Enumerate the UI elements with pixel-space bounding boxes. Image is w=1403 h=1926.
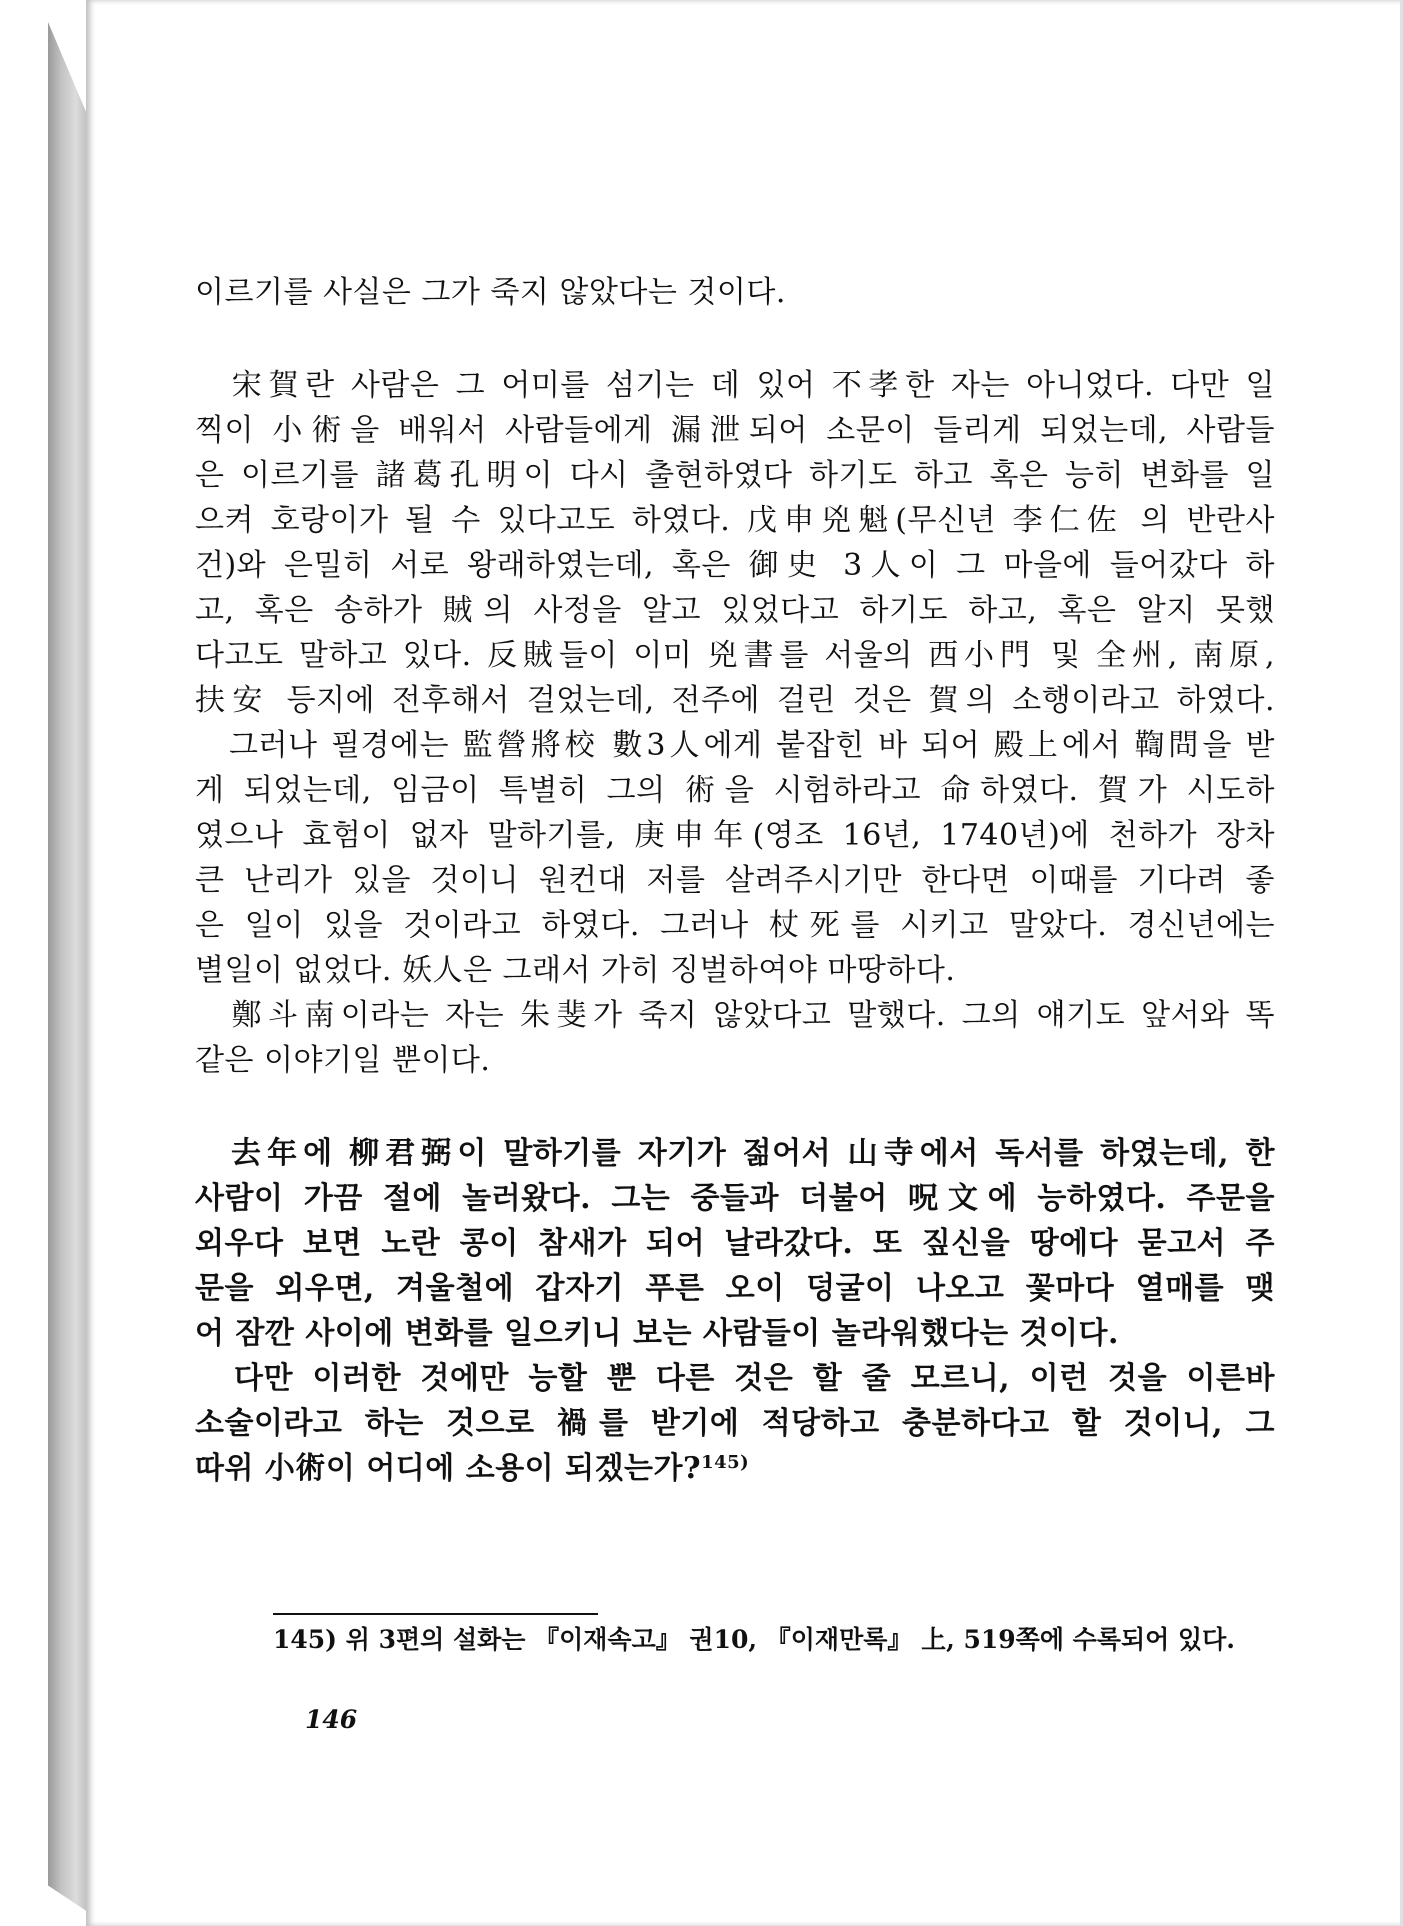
text-line: 鄭斗南이라는 자는 朱斐가 죽지 않았다고 말했다. 그의 얘기도 앞서와 똑 [195, 998, 1275, 1033]
text-line: 은 이르기를 諸葛孔明이 다시 출현하였다 하기도 하고 혹은 능히 변화를 일 [195, 458, 1275, 493]
text-line: 이르기를 사실은 그가 죽지 않았다는 것이다. [195, 275, 786, 310]
text-line: 소술이라고 하는 것으로 禍를 받기에 적당하고 충분하다고 할 것이니, 그 [195, 1406, 1275, 1441]
text-line: 였으나 효험이 없자 말하기를, 庚申年(영조 16년, 1740년)에 천하가 장차 [195, 818, 1275, 853]
paragraph [195, 1131, 1275, 1491]
paragraph [195, 363, 1275, 1083]
text-line: 으켜 호랑이가 될 수 있다고도 하였다. 戊申兇魁(무신년 李仁佐 의 반란사 [195, 503, 1275, 538]
text-line: 외우다 보면 노란 콩이 참새가 되어 날라갔다. 또 짚신을 땅에다 묻고서 주 [195, 1226, 1275, 1261]
text-line: 扶安 등지에 전후해서 걸었는데, 전주에 걸린 것은 賀의 소행이라고 하였다. [195, 683, 1275, 718]
text-line-content: 따위 小術이 어디에 소용이 되겠는가? [195, 1451, 702, 1486]
text-line: 다만 이러한 것에만 능할 뿐 다른 것은 할 줄 모르니, 이런 것을 이른바 [195, 1361, 1275, 1396]
book-spine [48, 22, 88, 1912]
text-line: 사람이 가끔 절에 놀러왔다. 그는 중들과 더불어 呪文에 능하였다. 주문을 [195, 1181, 1275, 1216]
paragraph-gap [195, 1083, 1275, 1131]
text-line: 去年에 柳君弼이 말하기를 자기가 젊어서 山寺에서 독서를 하였는데, 한 [195, 1136, 1275, 1171]
text-line: 찍이 小術을 배워서 사람들에게 漏泄되어 소문이 들리게 되었는데, 사람들 [195, 413, 1275, 448]
text-line: 고, 혹은 송하가 賊의 사정을 알고 있었다고 하기도 하고, 혹은 알지 못했 [195, 593, 1275, 628]
footnote: 145) 위 3편의 설화는 『이재속고』 권10, 『이재만록』 上, 519쪽에 수록되어 있다. [273, 1625, 1235, 1654]
text-line: 宋賀란 사람은 그 어미를 섬기는 데 있어 不孝한 자는 아니었다. 다만 일 [195, 368, 1275, 403]
text-line: 건)와 은밀히 서로 왕래하였는데, 혹은 御史 3人이 그 마을에 들어갔다 하 [195, 548, 1275, 583]
text-line: 큰 난리가 있을 것이니 원컨대 저를 살려주시기만 한다면 이때를 기다려 좋 [195, 863, 1275, 898]
paragraph-gap [195, 315, 1275, 363]
text-line: 그러나 필경에는 監營將校 數3人에게 붙잡힌 바 되어 殿上에서 鞫問을 받 [195, 728, 1275, 763]
text-line: 문을 외우면, 겨울철에 갑자기 푸른 오이 덩굴이 나오고 꽃마다 열매를 맺 [195, 1271, 1275, 1306]
text-line: 다고도 말하고 있다. 反賊들이 이미 兇書를 서울의 西小門 및 全州, 南原, [195, 638, 1275, 673]
text-line: 같은 이야기일 뿐이다. [195, 1043, 491, 1078]
paragraph [195, 270, 1275, 315]
footnote-reference[interactable]: 145) [701, 1452, 750, 1473]
footnote-rule [273, 1613, 598, 1615]
text-line: 어 잠깐 사이에 변화를 일으키니 보는 사람들이 놀라워했다는 것이다. [195, 1316, 1119, 1351]
body-text [195, 270, 1275, 1491]
page-number: 146 [305, 1705, 358, 1734]
text-line: 은 일이 있을 것이라고 하였다. 그러나 杖死를 시키고 말았다. 경신년에는 [195, 908, 1275, 943]
text-line: 별일이 없었다. 妖人은 그래서 가히 징벌하여야 마땅하다. [195, 953, 956, 988]
text-line: 게 되었는데, 임금이 특별히 그의 術을 시험하라고 命하였다. 賀가 시도하 [195, 773, 1275, 808]
text-line [195, 1446, 1275, 1491]
